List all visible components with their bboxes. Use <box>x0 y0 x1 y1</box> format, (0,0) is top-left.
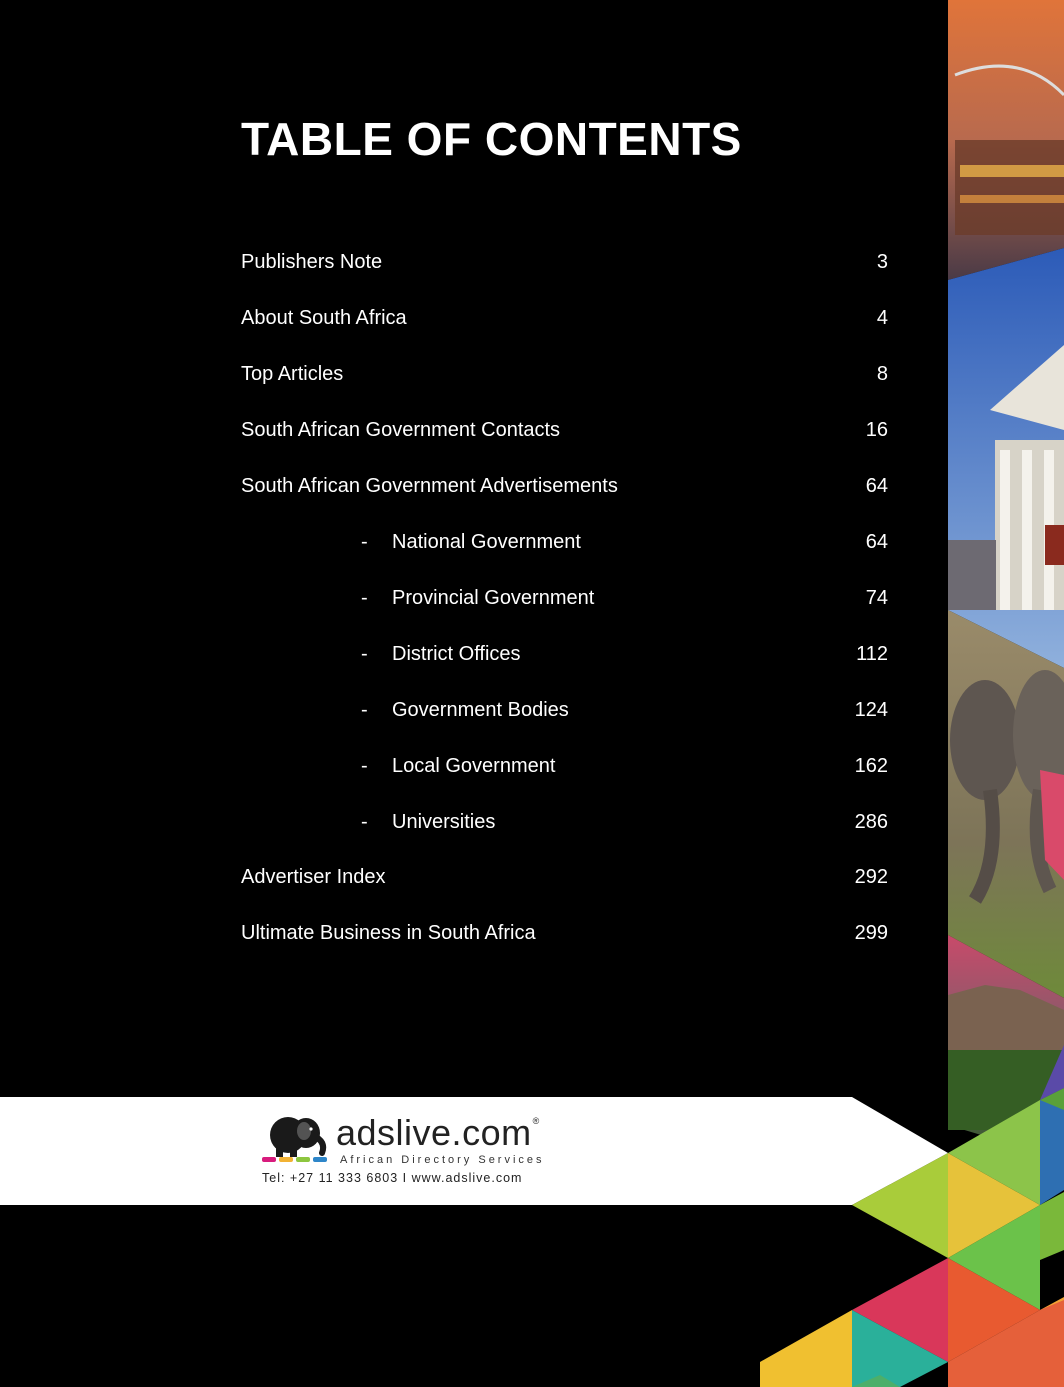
registered-mark: ® <box>532 1116 540 1126</box>
toc-entry-page: 299 <box>854 922 888 944</box>
toc-entry-label: Local Government <box>392 755 556 777</box>
logo-name: adslive.com <box>336 1112 532 1153</box>
toc-entry-label: Provincial Government <box>392 587 595 609</box>
toc-dash: - <box>361 699 368 721</box>
adslive-logo[interactable] <box>262 1109 582 1199</box>
toc-entry-page: 64 <box>865 531 888 553</box>
toc-entry-label: Universities <box>392 811 496 833</box>
page-title: TABLE OF CONTENTS <box>241 113 742 165</box>
toc-dash: - <box>361 811 368 833</box>
toc-entry-page: 3 <box>876 251 888 273</box>
toc-entry-page: 16 <box>865 419 888 441</box>
toc-entry-page: 64 <box>865 475 888 497</box>
toc-entry-page: 286 <box>854 811 888 833</box>
toc-entry-label: Government Bodies <box>392 699 569 721</box>
toc-entry-label: National Government <box>392 531 581 553</box>
toc-dash: - <box>361 643 368 665</box>
logo-color-bars <box>262 1157 328 1162</box>
logo-tagline: African Directory Services <box>340 1154 545 1166</box>
toc-entry-label: District Offices <box>392 643 521 665</box>
toc-entry-page: 74 <box>865 587 888 609</box>
toc-entry-page: 112 <box>856 643 888 665</box>
toc-entry-label: Top Articles <box>241 363 344 385</box>
toc-entry-label: South African Government Contacts <box>241 419 561 441</box>
toc-entry-page: 124 <box>854 699 888 721</box>
contact-info: Tel: +27 11 333 6803 I www.adslive.com <box>262 1171 523 1185</box>
toc-dash: - <box>361 755 368 777</box>
toc-entry-label: South African Government Advertisements <box>241 475 618 497</box>
toc-dash: - <box>361 587 368 609</box>
toc-entry-page: 162 <box>854 755 888 777</box>
toc-entry-label: Ultimate Business in South Africa <box>241 922 536 944</box>
toc-entry-label: About South Africa <box>241 307 407 329</box>
toc-entry-page: 8 <box>876 363 888 385</box>
elephant-icon <box>266 1113 332 1157</box>
toc-entry-label: Advertiser Index <box>241 866 386 888</box>
logo-wordmark <box>336 1112 540 1154</box>
toc-dash: - <box>361 531 368 553</box>
toc-entry-label: Publishers Note <box>241 251 383 273</box>
footer-banner <box>0 1097 852 1205</box>
toc-entry-page: 4 <box>876 307 888 329</box>
toc-entry-page: 292 <box>854 866 888 888</box>
